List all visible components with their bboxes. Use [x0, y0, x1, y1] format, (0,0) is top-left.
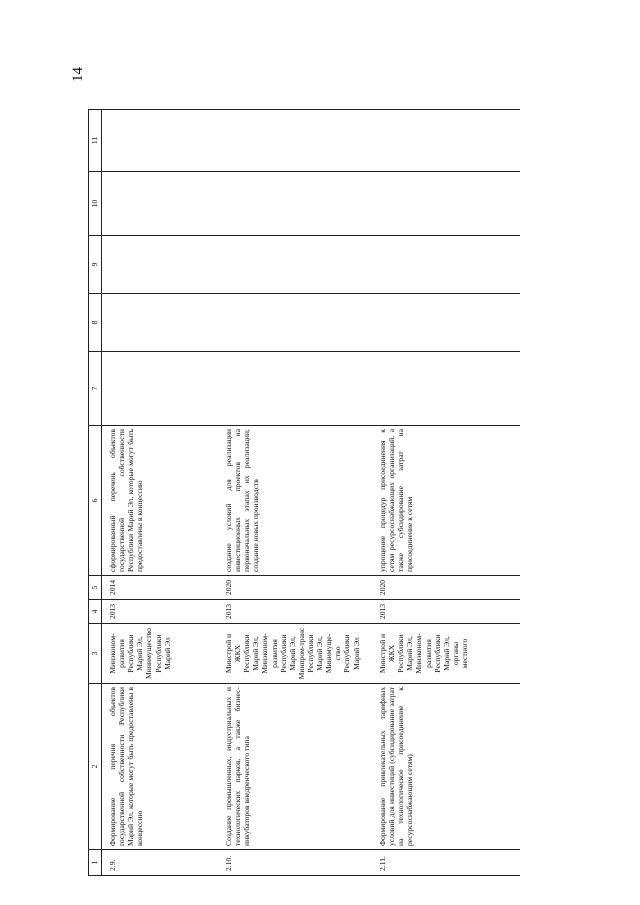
header-row — [89, 110, 102, 876]
end-year: 2014 — [106, 576, 222, 600]
end-year: 2020 — [376, 576, 520, 600]
executor: Минэконом-развития Республики Марий Эл, Минимущество Республики Марий Эл — [106, 624, 222, 684]
table-row — [376, 110, 520, 876]
page-number: 14 — [70, 67, 86, 82]
end-year: 2020 — [222, 576, 376, 600]
measure-name: Формирование перечня объектов государственной собственности Республики Марий Эл, которые могут быть предоставлены в концессию — [106, 684, 222, 850]
header-cell: 4 — [89, 600, 102, 624]
expected-result: сформированный перечень объектов государственной собственности Республики Марий Эл, которые могут быть предоставлены в концессию — [106, 426, 222, 576]
expected-result: создание условий для реализации инвестиционных проектов на первоначальных этапах их реализации; создание новых производств — [222, 426, 376, 576]
row-number: 2.11. — [376, 850, 520, 876]
header-cell: 10 — [89, 172, 102, 236]
header-cell: 9 — [89, 236, 102, 294]
table-row — [222, 110, 376, 876]
header-cell: 5 — [89, 576, 102, 600]
start-year: 2013 — [106, 600, 222, 624]
measure-name: Формирование привлекательных тарифных условий для инвестиций (субсидирование затрат на технологическое присоединение к ресурсоснабжающим сетям) — [376, 684, 520, 850]
header-cell: 1 — [89, 850, 102, 876]
expected-result: упрощение процедур присоединения к сетям ресурсоснабжающих организаций, а также субсидирование затрат на присоединение к сетям — [376, 426, 520, 576]
start-year: 2013 — [376, 600, 520, 624]
executor: Минстрой и ЖКХ Республики Марий Эл, Минэконом-развития Республики Марий Эл, органы местного — [376, 624, 520, 684]
plan-table — [88, 109, 520, 876]
row-number: 2.10. — [222, 850, 376, 876]
start-year: 2013 — [222, 600, 376, 624]
table-row — [106, 110, 222, 876]
executor: Минстрой и ЖКХ Республики Марий Эл, Минэконом-развития Республики Марий Эл, Минпром-транс Республики Марий Эл, Минимуще-ство Республики Марий Эл — [222, 624, 376, 684]
measure-name: Создание промышленных, индустриальных и технологических парков, а также бизнес-инкубаторов внедренческого типа — [222, 684, 376, 850]
header-cell: 7 — [89, 352, 102, 426]
row-number: 2.9. — [106, 850, 222, 876]
header-cell: 6 — [89, 426, 102, 576]
header-cell: 8 — [89, 294, 102, 352]
rotated-table-container — [88, 110, 543, 876]
header-cell: 2 — [89, 684, 102, 850]
header-cell: 11 — [89, 110, 102, 172]
header-cell: 3 — [89, 624, 102, 684]
